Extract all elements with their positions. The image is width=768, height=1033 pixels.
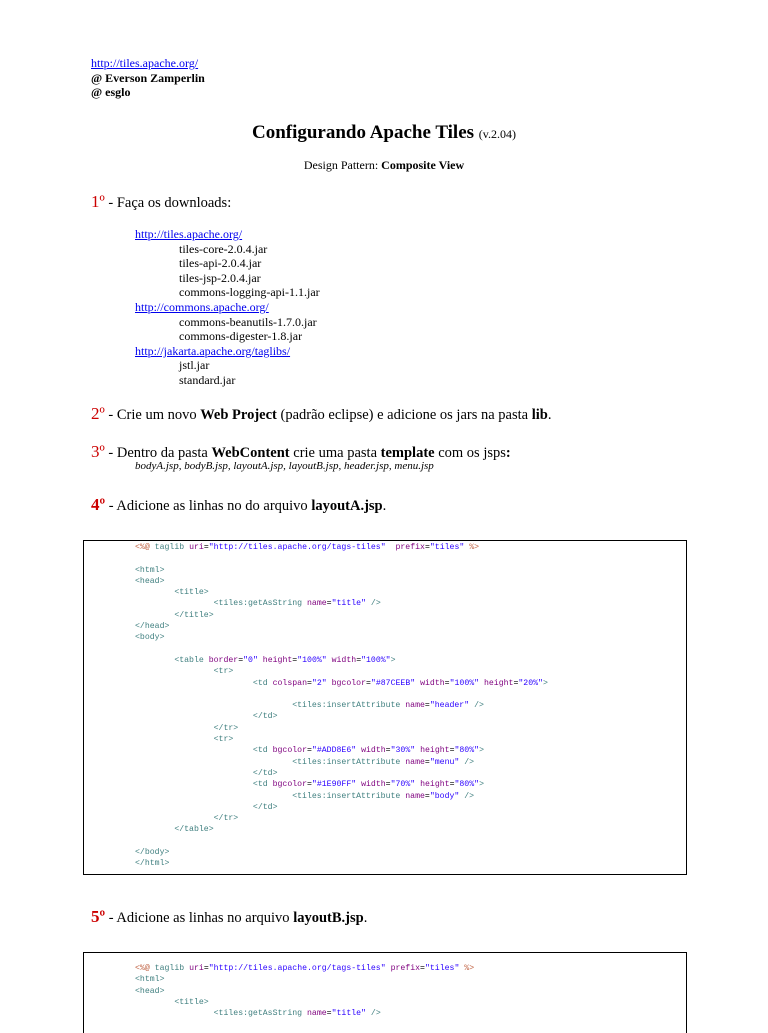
subtitle-bold: Composite View [381, 158, 465, 172]
file-item: tiles-core-2.0.4.jar [179, 241, 268, 256]
step-3-bold: WebContent [211, 445, 290, 461]
author-line: @ Everson Zamperlin [91, 70, 205, 85]
jsp-file-list: bodyA.jsp, bodyB.jsp, layoutA.jsp, layoutB.jsp, header.jsp, menu.jsp [135, 460, 434, 472]
step-1-number: 1º [91, 192, 105, 211]
step-1 [91, 192, 231, 212]
step-3 [91, 442, 511, 462]
step-5-bold: layoutB.jsp [293, 910, 364, 926]
tiles-link[interactable]: http://tiles.apache.org/ [91, 56, 199, 70]
file-item: commons-digester-1.8.jar [179, 329, 303, 344]
file-item: standard.jar [179, 372, 236, 387]
step-5-text: - Adicione as linhas no arquivo [105, 910, 294, 926]
code-block-layoutA [83, 540, 687, 875]
step-3-text: - Dentro da pasta [104, 445, 212, 461]
step-2-bold: Web Project [200, 407, 277, 423]
step-4 [91, 495, 386, 515]
step-2-number: 2º [91, 404, 105, 423]
step-2-text: (padrão eclipse) e adicione os jars na pasta [276, 407, 532, 423]
file-item: commons-logging-api-1.1.jar [179, 285, 320, 300]
subtitle [0, 158, 768, 173]
step-1-text: - Faça os downloads: [104, 195, 232, 211]
file-item: tiles-api-2.0.4.jar [179, 256, 262, 271]
step-5 [91, 907, 367, 927]
file-item: tiles-jsp-2.0.4.jar [179, 270, 261, 285]
step-3-bold: : [505, 445, 511, 461]
step-4-text: . [382, 498, 387, 514]
code-block-layoutB [83, 952, 687, 1033]
download-link-commons[interactable]: http://commons.apache.org/ [135, 299, 269, 314]
step-3-bold: template [380, 445, 435, 461]
code-layoutA: <%@ taglib uri="http://tiles.apache.org/tags-tiles" prefix="tiles" %> <html> <head> <title> <tiles:getAsString name="title" /> </title> </head> <body> <table border="0" height="100%" width="100%"> <tr> <td colspan="2" bgcolor="#87CEEB" width="100%" height="20%"> <tiles:insertAttribute name="header" /> </td> </tr> <tr> <td bgcolor="#ADD8E6" width="30%" height="80%"> <tiles:insertAttribute name="menu" /> </td> <td bgcolor="#1E90FF" width="70%" height="80%"> <tiles:insertAttribute name="body" /> </td> </tr> </table> </body> </html> [135, 543, 548, 869]
step-4-text: - Adicione as linhas no do arquivo [105, 498, 312, 514]
step-4-number: 4º [91, 495, 106, 514]
download-link-jakarta[interactable]: http://jakarta.apache.org/taglibs/ [135, 343, 291, 358]
subtitle-prefix: Design Pattern: [303, 158, 379, 172]
file-item: commons-beanutils-1.7.0.jar [179, 314, 317, 329]
step-5-number: 5º [91, 907, 106, 926]
step-2-text: . [547, 407, 552, 423]
download-link-tiles[interactable]: http://tiles.apache.org/ [135, 227, 243, 241]
step-3-text: crie uma pasta [289, 445, 381, 461]
step-5-text: . [363, 910, 368, 926]
file-item: jstl.jar [179, 358, 210, 373]
step-3-text: com os jsps [434, 445, 506, 461]
page-title [0, 122, 768, 144]
downloads-list [135, 227, 320, 388]
step-3-number: 3º [91, 442, 105, 461]
title-version: (v.2.04) [478, 127, 517, 141]
code-layoutB: <%@ taglib uri="http://tiles.apache.org/tags-tiles" prefix="tiles" %> <html> <head> <title> <tiles:getAsString name="title" /> [135, 964, 475, 1019]
step-2-bold: lib [531, 407, 548, 423]
step-2 [91, 404, 551, 424]
handle-line: @ esglo [91, 85, 131, 99]
document-header [91, 56, 205, 100]
step-2-text: - Crie um novo [104, 407, 201, 423]
step-4-bold: layoutA.jsp [311, 498, 383, 514]
title-main: Configurando Apache Tiles [251, 122, 475, 143]
